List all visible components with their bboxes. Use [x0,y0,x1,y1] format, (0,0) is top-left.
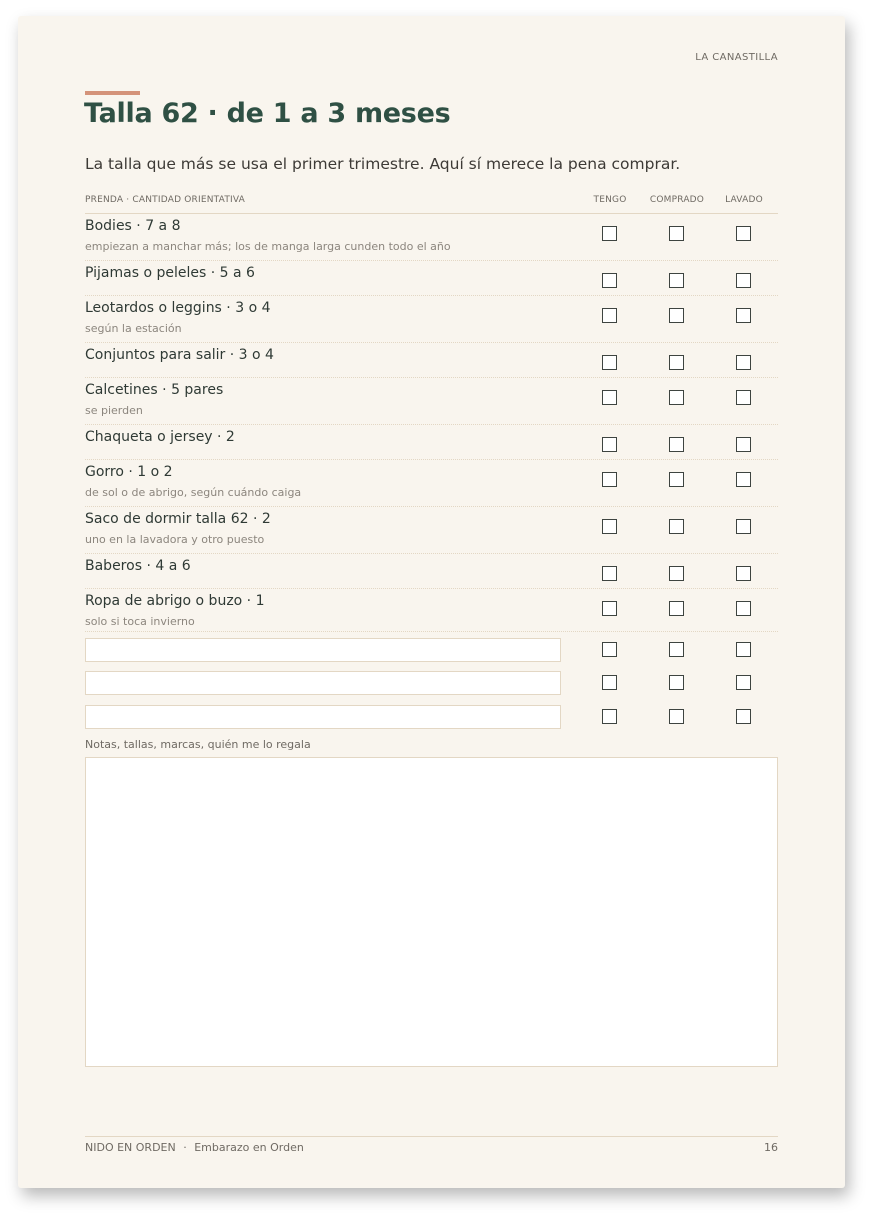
tengo-checkbox[interactable] [602,472,617,487]
comprado-checkbox[interactable] [669,355,684,370]
header-lavado: LAVADO [725,195,763,205]
comprado-checkbox[interactable] [669,601,684,616]
table-row [85,214,778,261]
tengo-checkbox[interactable] [602,308,617,323]
lavado-checkbox[interactable] [736,566,751,581]
comprado-checkbox[interactable] [669,472,684,487]
table-row [85,378,778,425]
blank-row [85,705,778,739]
lavado-checkbox[interactable] [736,472,751,487]
blank-row [85,671,778,705]
footer-separator: · [183,1141,187,1154]
lavado-checkbox[interactable] [736,273,751,288]
item-note: solo si toca invierno [85,615,195,628]
blank-row [85,638,778,672]
blank-item-input[interactable] [85,671,561,695]
tengo-checkbox[interactable] [602,566,617,581]
lavado-checkbox[interactable] [736,355,751,370]
comprado-checkbox[interactable] [669,390,684,405]
page [18,16,845,1188]
item-note: uno en la lavadora y otro puesto [85,533,265,546]
title-accent-bar [85,91,140,95]
item-name: Leotardos o leggins · 3 o 4 [85,300,271,316]
lavado-checkbox[interactable] [736,675,751,690]
notes-label: Notas, tallas, marcas, quién me lo regala [85,738,311,751]
table-row [85,343,778,378]
running-header: LA CANASTILLA [695,52,778,63]
comprado-checkbox[interactable] [669,437,684,452]
item-name: Bodies · 7 a 8 [85,218,181,234]
lavado-checkbox[interactable] [736,709,751,724]
lavado-checkbox[interactable] [736,390,751,405]
item-name: Conjuntos para salir · 3 o 4 [85,347,274,363]
tengo-checkbox[interactable] [602,226,617,241]
item-name: Pijamas o peleles · 5 a 6 [85,265,255,281]
tengo-checkbox[interactable] [602,390,617,405]
tengo-checkbox[interactable] [602,675,617,690]
blank-item-input[interactable] [85,638,561,662]
lavado-checkbox[interactable] [736,601,751,616]
table-row [85,554,778,589]
tengo-checkbox[interactable] [602,519,617,534]
page-number: 16 [764,1141,778,1154]
tengo-checkbox[interactable] [602,437,617,452]
footer-brand: NIDO EN ORDEN [85,1141,176,1154]
item-name: Saco de dormir talla 62 · 2 [85,511,271,527]
lavado-checkbox[interactable] [736,519,751,534]
item-name: Ropa de abrigo o buzo · 1 [85,593,265,609]
item-note: de sol o de abrigo, según cuándo caiga [85,486,302,499]
blank-item-input[interactable] [85,705,561,729]
lavado-checkbox[interactable] [736,437,751,452]
header-tengo: TENGO [593,195,627,205]
tengo-checkbox[interactable] [602,601,617,616]
header-item: PRENDA · CANTIDAD ORIENTATIVA [85,195,246,205]
tengo-checkbox[interactable] [602,273,617,288]
item-note: se pierden [85,404,143,417]
table-row [85,460,778,507]
table-header [85,195,778,214]
lavado-checkbox[interactable] [736,642,751,657]
comprado-checkbox[interactable] [669,226,684,241]
comprado-checkbox[interactable] [669,519,684,534]
header-comprado: COMPRADO [649,195,705,205]
tengo-checkbox[interactable] [602,642,617,657]
comprado-checkbox[interactable] [669,675,684,690]
page-title: Talla 62 · de 1 a 3 meses [84,98,451,129]
tengo-checkbox[interactable] [602,709,617,724]
intro-text: La talla que más se usa el primer trimestre. Aquí sí merece la pena comprar. [85,155,681,173]
notes-textarea[interactable] [85,757,778,1067]
page-footer [85,1136,778,1154]
item-name: Chaqueta o jersey · 2 [85,429,235,445]
item-name: Calcetines · 5 pares [85,382,224,398]
table-row [85,296,778,343]
lavado-checkbox[interactable] [736,226,751,241]
item-name: Gorro · 1 o 2 [85,464,173,480]
lavado-checkbox[interactable] [736,308,751,323]
item-note: empiezan a manchar más; los de manga larga cunden todo el año [85,240,451,253]
comprado-checkbox[interactable] [669,308,684,323]
table-row [85,507,778,554]
comprado-checkbox[interactable] [669,642,684,657]
table-row [85,589,778,632]
comprado-checkbox[interactable] [669,566,684,581]
tengo-checkbox[interactable] [602,355,617,370]
comprado-checkbox[interactable] [669,709,684,724]
table-row [85,261,778,296]
item-name: Baberos · 4 a 6 [85,558,191,574]
item-note: según la estación [85,322,182,335]
comprado-checkbox[interactable] [669,273,684,288]
table-row [85,425,778,460]
footer-book-title: Embarazo en Orden [194,1141,304,1154]
